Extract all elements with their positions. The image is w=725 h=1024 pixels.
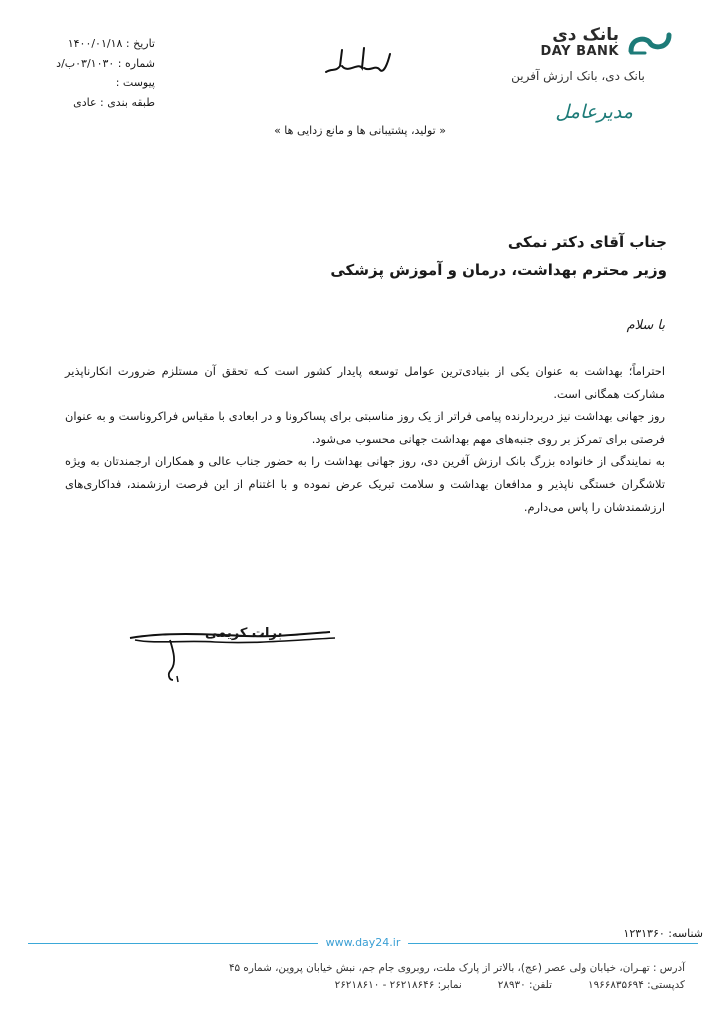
letter-attachment: پیوست : [115,76,155,89]
bank-name-en: DAY BANK [540,44,619,59]
footer-address [140,958,685,979]
bank-subtitle: بانک دی، بانک ارزش آفرین [511,69,645,83]
letter-body [65,360,665,518]
signer-name: برات کریمی [205,626,283,641]
body-paragraph-3: به نمایندگی از خانواده بزرگ بانک ارزش آفرین دی، روز جهانی بهداشت را به حضور جناب عالی و همکاران ارجمندتان به ویژه تلاشگران خستگی ناپذیر و مدافعان بهداشت و سلامت تبریک عرض نموده و با اغتنام از این فرصت ارزشمند، فداکاری‌های ارزشمندشان را پاس می‌دارم. [65,454,665,514]
footer-contacts [140,979,685,991]
bank-logo-text [541,26,619,59]
bank-logo-block [483,26,673,123]
greeting: با سلام [626,318,665,333]
website-link[interactable]: www.day24.ir [325,936,401,949]
letter-meta [40,34,155,112]
footer-divider-right [408,943,698,944]
motto: « تولید، پشتیبانی ها و مانع زدایی ها » [274,124,446,137]
addressee-title: وزیر محترم بهداشت، درمان و آموزش پزشکی [330,261,667,279]
ceo-title: مدیرعامل [555,101,633,123]
addressee-name: جناب آقای دکتر نمکی [507,233,667,251]
footer-phone: تلفن: ۲۸۹۳۰ [497,979,553,991]
letter-classification: طبقه بندی : عادی [73,95,155,109]
addressee [247,228,667,284]
footer-postal-code: کدپستی: ۱۹۶۶۸۳۵۶۹۴ [588,979,685,991]
handwritten-signature [125,610,345,700]
footer-divider-left [28,943,318,944]
footer-fax: نمابر: ۲۶۲۱۸۶۴۶ - ۲۶۲۱۸۶۱۰ [334,979,462,991]
bank-logo [483,26,673,59]
bank-logo-icon [627,29,673,57]
basmala-calligraphy [318,42,398,82]
letter-number: شماره : ۰۳/۱۰۳۰ب/د [56,56,155,70]
footer-address-line: آدرس : تهـران، خیابان ولی عصر (عج)، بالاتر از پارک ملت، روبروی جام جم، نبش خیابان پروین، شماره ۴۵ [228,962,685,974]
bank-name-fa: بانک دی [552,25,619,45]
letter-date: تاریخ : ۱۴۰۰/۰۱/۱۸ [67,37,155,50]
body-paragraph-1: احتراماً؛ بهداشت به عنوان یکی از بنیادی‌ترین عوامل توسعه پایدار کشور است کـه تحقق آن مستلزم ضرورت انکارناپذیر مشارکت همگانی است. [65,364,665,401]
shenase-id: شناسه: ۱۲۳۱۳۶۰ [623,927,703,940]
body-paragraph-2: روز جهانی بهداشت نیز دربردارنده پیامی فراتر از یک روز مناسبتی برای پساکرونا و در ابعادی با مقیاس فراکروناست و به عنوان فرصتی برای تمرکز بر روی جنبه‌های مهم بهداشت جهانی محسوب می‌شود. [65,409,665,446]
